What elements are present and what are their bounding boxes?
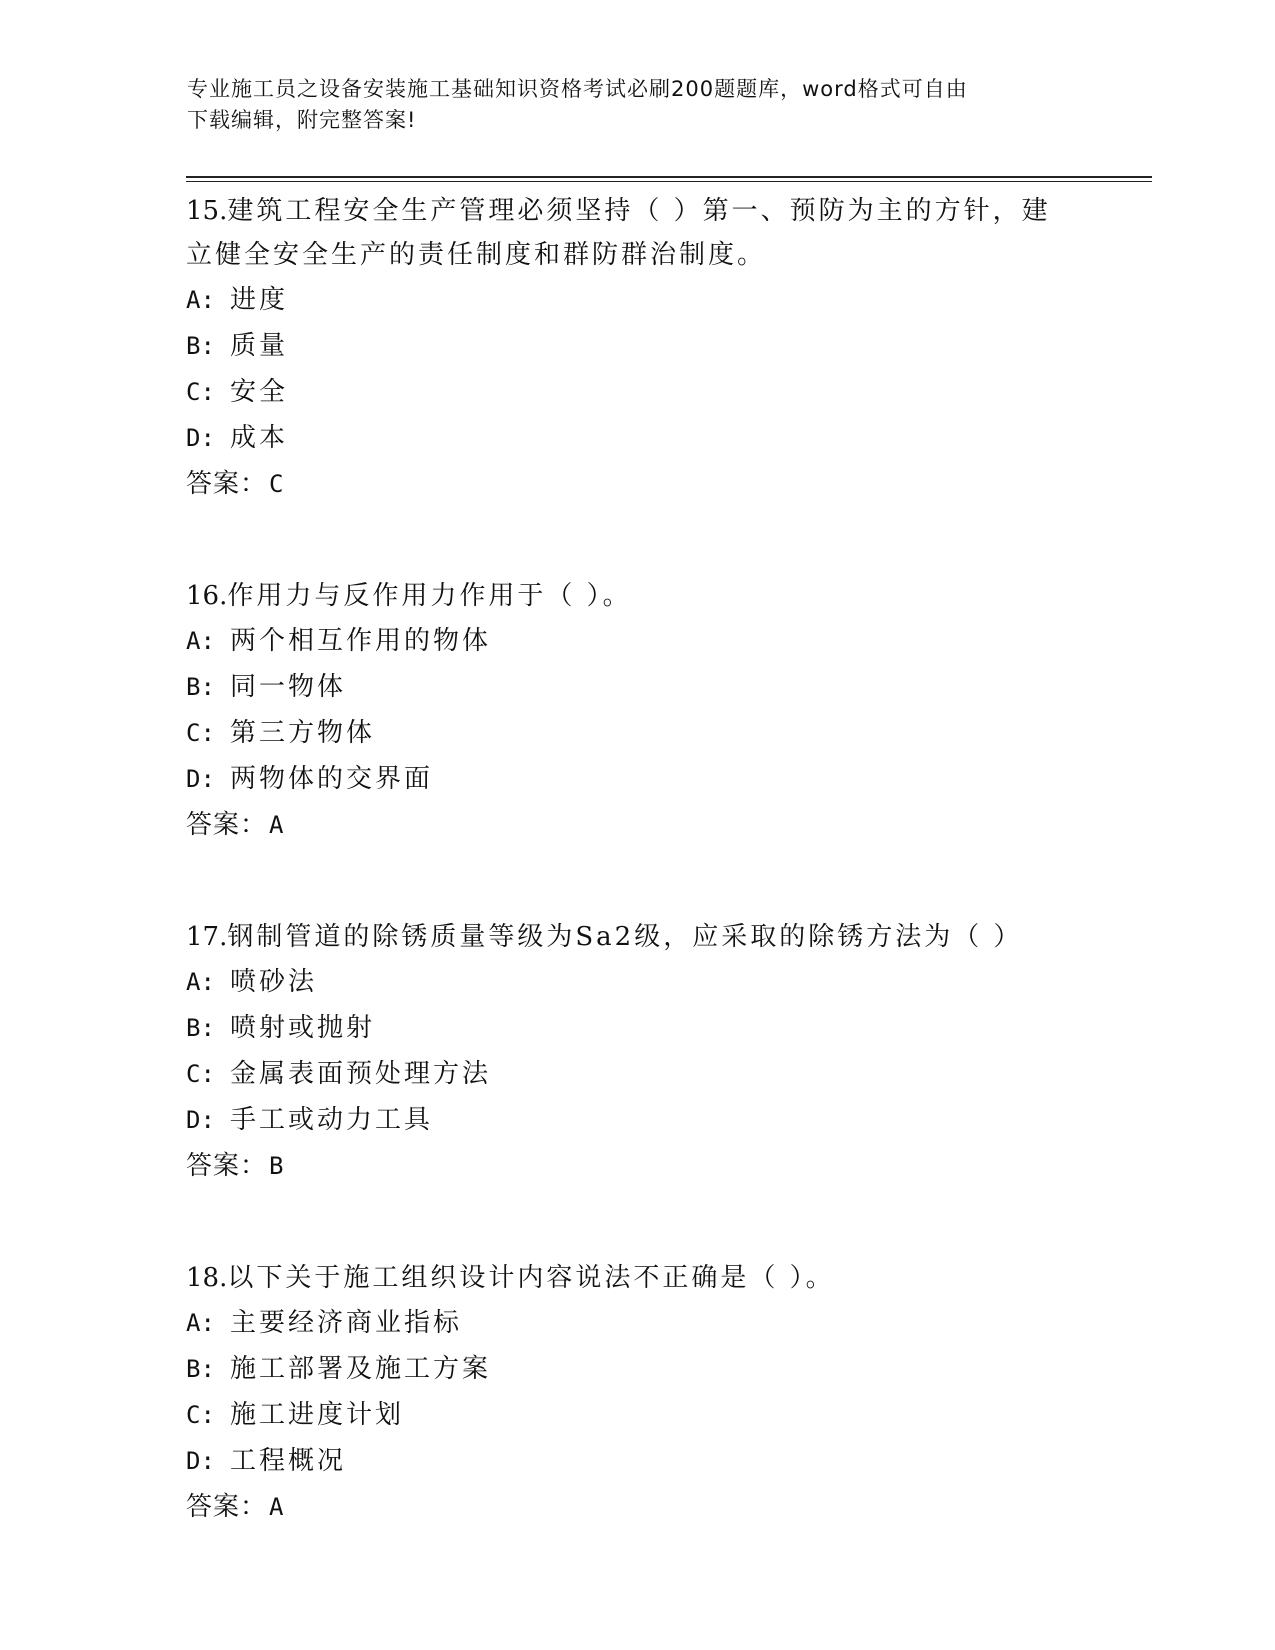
question-16 xyxy=(186,574,1066,848)
option-letter: B: xyxy=(186,673,215,701)
option-b xyxy=(186,1346,1066,1392)
option-letter: C: xyxy=(186,1401,215,1429)
option-d xyxy=(186,756,1066,802)
option-letter: B: xyxy=(186,1355,215,1383)
question-stem xyxy=(186,915,1066,959)
option-letter: B: xyxy=(186,1014,215,1042)
option-c xyxy=(186,1392,1066,1438)
option-text: 两个相互作用的物体 xyxy=(230,626,492,656)
option-letter: B: xyxy=(186,332,215,360)
header-line-2: 下载编辑，附完整答案! xyxy=(187,108,417,132)
option-letter: A: xyxy=(186,1309,215,1337)
option-text: 安全 xyxy=(230,377,289,407)
option-text: 同一物体 xyxy=(230,672,347,702)
answer-line xyxy=(186,1143,1066,1189)
question-stem xyxy=(186,574,1066,618)
option-letter: A: xyxy=(186,627,215,655)
option-text: 质量 xyxy=(230,331,289,361)
option-c xyxy=(186,369,1066,415)
header-divider-thick xyxy=(186,176,1152,178)
question-stem xyxy=(186,189,1066,233)
option-letter: A: xyxy=(186,968,215,996)
option-text: 喷砂法 xyxy=(230,967,318,997)
option-letter: D: xyxy=(186,1106,215,1134)
option-a xyxy=(186,277,1066,323)
option-c xyxy=(186,1051,1066,1097)
option-letter: C: xyxy=(186,719,215,747)
option-letter: D: xyxy=(186,765,215,793)
option-list xyxy=(186,1300,1066,1484)
option-d xyxy=(186,1438,1066,1484)
answer-label: 答案： xyxy=(186,469,268,499)
question-18 xyxy=(186,1256,1066,1530)
option-text: 金属表面预处理方法 xyxy=(230,1059,492,1089)
option-a xyxy=(186,1300,1066,1346)
option-text: 工程概况 xyxy=(230,1446,347,1476)
answer-label: 答案： xyxy=(186,1492,268,1522)
answer-line xyxy=(186,1484,1066,1530)
question-number: 17. xyxy=(186,922,228,952)
option-text: 第三方物体 xyxy=(230,718,376,748)
option-letter: D: xyxy=(186,424,215,452)
question-stem xyxy=(186,1256,1066,1300)
option-d xyxy=(186,415,1066,461)
option-letter: D: xyxy=(186,1447,215,1475)
answer-value: A xyxy=(269,1493,285,1521)
question-stem-line-1: 以下关于施工组织设计内容说法不正确是（ ）。 xyxy=(227,1263,835,1293)
header-line-1: 专业施工员之设备安装施工基础知识资格考试必刷200题题库，word格式可自由 xyxy=(187,77,968,101)
document-header xyxy=(187,74,1087,136)
option-list xyxy=(186,618,1066,802)
option-list xyxy=(186,277,1066,461)
option-b xyxy=(186,664,1066,710)
question-stem-line-2: 立健全安全生产的责任制度和群防群治制度。 xyxy=(186,240,767,270)
question-number: 18. xyxy=(186,1263,228,1293)
question-stem-line-1: 钢制管道的除锈质量等级为Sa2级，应采取的除锈方法为（ ） xyxy=(227,922,1023,952)
option-list xyxy=(186,959,1066,1143)
option-text: 主要经济商业指标 xyxy=(230,1308,463,1338)
option-text: 进度 xyxy=(230,285,289,315)
question-number: 15. xyxy=(186,196,228,226)
option-b xyxy=(186,323,1066,369)
option-letter: C: xyxy=(186,378,215,406)
option-text: 成本 xyxy=(230,423,289,453)
answer-line xyxy=(186,461,1066,507)
answer-value: C xyxy=(269,470,285,498)
option-text: 手工或动力工具 xyxy=(230,1105,434,1135)
question-number: 16. xyxy=(186,581,228,611)
question-stem-line-1: 作用力与反作用力作用于（ ）。 xyxy=(227,581,632,611)
question-17 xyxy=(186,915,1066,1189)
header-divider-thin xyxy=(186,181,1152,182)
question-list xyxy=(186,189,1066,1597)
question-stem-line-1: 建筑工程安全生产管理必须坚持（ ）第一、预防为主的方针，建 xyxy=(227,196,1051,226)
option-text: 施工部署及施工方案 xyxy=(230,1354,492,1384)
answer-line xyxy=(186,802,1066,848)
option-text: 施工进度计划 xyxy=(230,1400,405,1430)
answer-label: 答案： xyxy=(186,810,268,840)
option-text: 两物体的交界面 xyxy=(230,764,434,794)
option-letter: C: xyxy=(186,1060,215,1088)
option-c xyxy=(186,710,1066,756)
answer-value: B xyxy=(269,1152,285,1180)
option-a xyxy=(186,959,1066,1005)
option-letter: A: xyxy=(186,286,215,314)
answer-label: 答案： xyxy=(186,1151,268,1181)
option-a xyxy=(186,618,1066,664)
option-b xyxy=(186,1005,1066,1051)
answer-value: A xyxy=(269,811,285,839)
option-text: 喷射或抛射 xyxy=(230,1013,376,1043)
option-d xyxy=(186,1097,1066,1143)
question-15 xyxy=(186,189,1066,507)
